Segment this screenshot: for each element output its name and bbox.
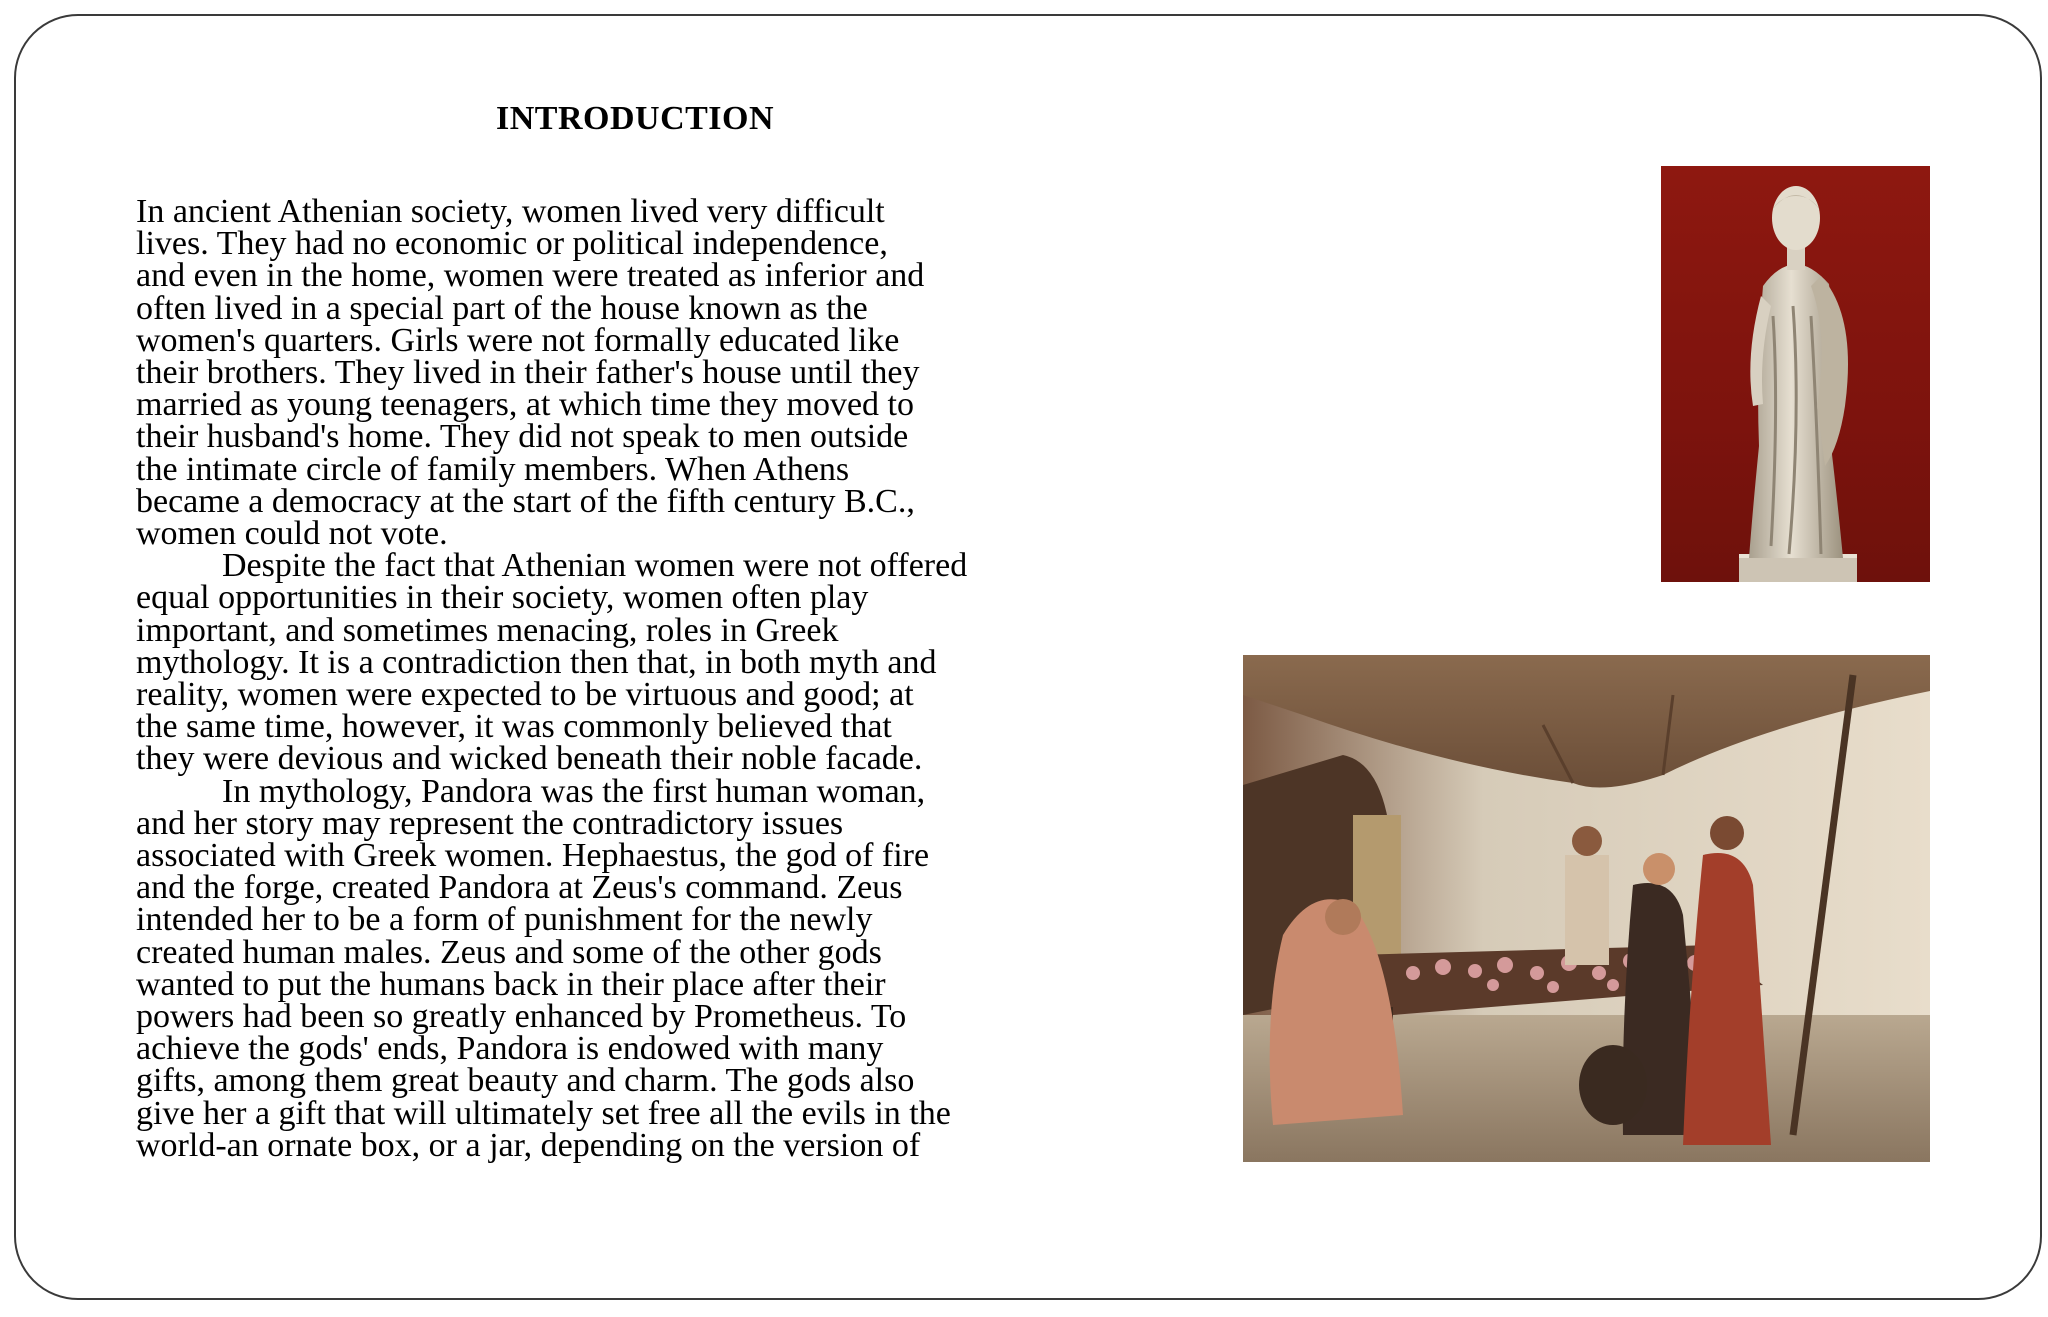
body-line: give her a gift that will ultimately set free all the evils in the (136, 1094, 951, 1132)
body-line: world-an ornate box, or a jar, depending on the version of (136, 1126, 921, 1164)
body-line: mythology. It is a contradiction then that, in both myth and (136, 643, 937, 681)
body-line-text: In mythology, Pandora was the first human woman, (222, 772, 926, 810)
market-painting-image (1243, 655, 1930, 1162)
body-line: associated with Greek women. Hephaestus, the god of fire (136, 837, 930, 875)
body-line: and even in the home, women were treated as inferior and (136, 257, 925, 295)
body-line: powers had been so greatly enhanced by Prometheus. To (136, 998, 907, 1036)
body-line: the intimate circle of family members. When Athens (136, 450, 850, 488)
body-line: and her story may represent the contradictory issues (136, 804, 844, 842)
body-line: important, and sometimes menacing, roles in Greek (136, 611, 839, 649)
statue-image (1661, 166, 1930, 582)
intro-body-text (136, 193, 1056, 1164)
body-line: wanted to put the humans back in their place after their (136, 965, 886, 1003)
slide-title: INTRODUCTION (496, 100, 775, 137)
body-line: created human males. Zeus and some of the other gods (136, 933, 882, 971)
body-line-text: Despite the fact that Athenian women were not offered (222, 547, 968, 585)
body-line (136, 772, 1056, 810)
body-line: intended her to be a form of punishment for the newly (136, 901, 873, 939)
body-line: In ancient Athenian society, women lived very difficult (136, 193, 885, 230)
body-line: often lived in a special part of the house known as the (136, 289, 868, 327)
body-line: lives. They had no economic or political independence, (136, 225, 888, 263)
body-line (136, 547, 1056, 585)
body-line: equal opportunities in their society, women often play (136, 579, 869, 617)
body-line: and the forge, created Pandora at Zeus's command. Zeus (136, 869, 903, 907)
statue-illustration (1661, 166, 1930, 582)
body-line: women's quarters. Girls were not formally educated like (136, 321, 900, 359)
body-line: women could not vote. (136, 515, 448, 553)
body-line: achieve the gods' ends, Pandora is endowed with many (136, 1030, 884, 1068)
body-line: became a democracy at the start of the fifth century B.C., (136, 482, 915, 520)
body-line: their husband's home. They did not speak to men outside (136, 418, 909, 456)
painting-illustration (1243, 655, 1930, 1162)
body-line: the same time, however, it was commonly believed that (136, 708, 892, 746)
body-line: reality, women were expected to be virtuous and good; at (136, 676, 914, 714)
body-line: gifts, among them great beauty and charm. The gods also (136, 1062, 915, 1100)
body-line: married as young teenagers, at which time they moved to (136, 386, 914, 424)
body-line: they were devious and wicked beneath their noble facade. (136, 740, 923, 778)
body-line: their brothers. They lived in their father's house until they (136, 354, 920, 392)
